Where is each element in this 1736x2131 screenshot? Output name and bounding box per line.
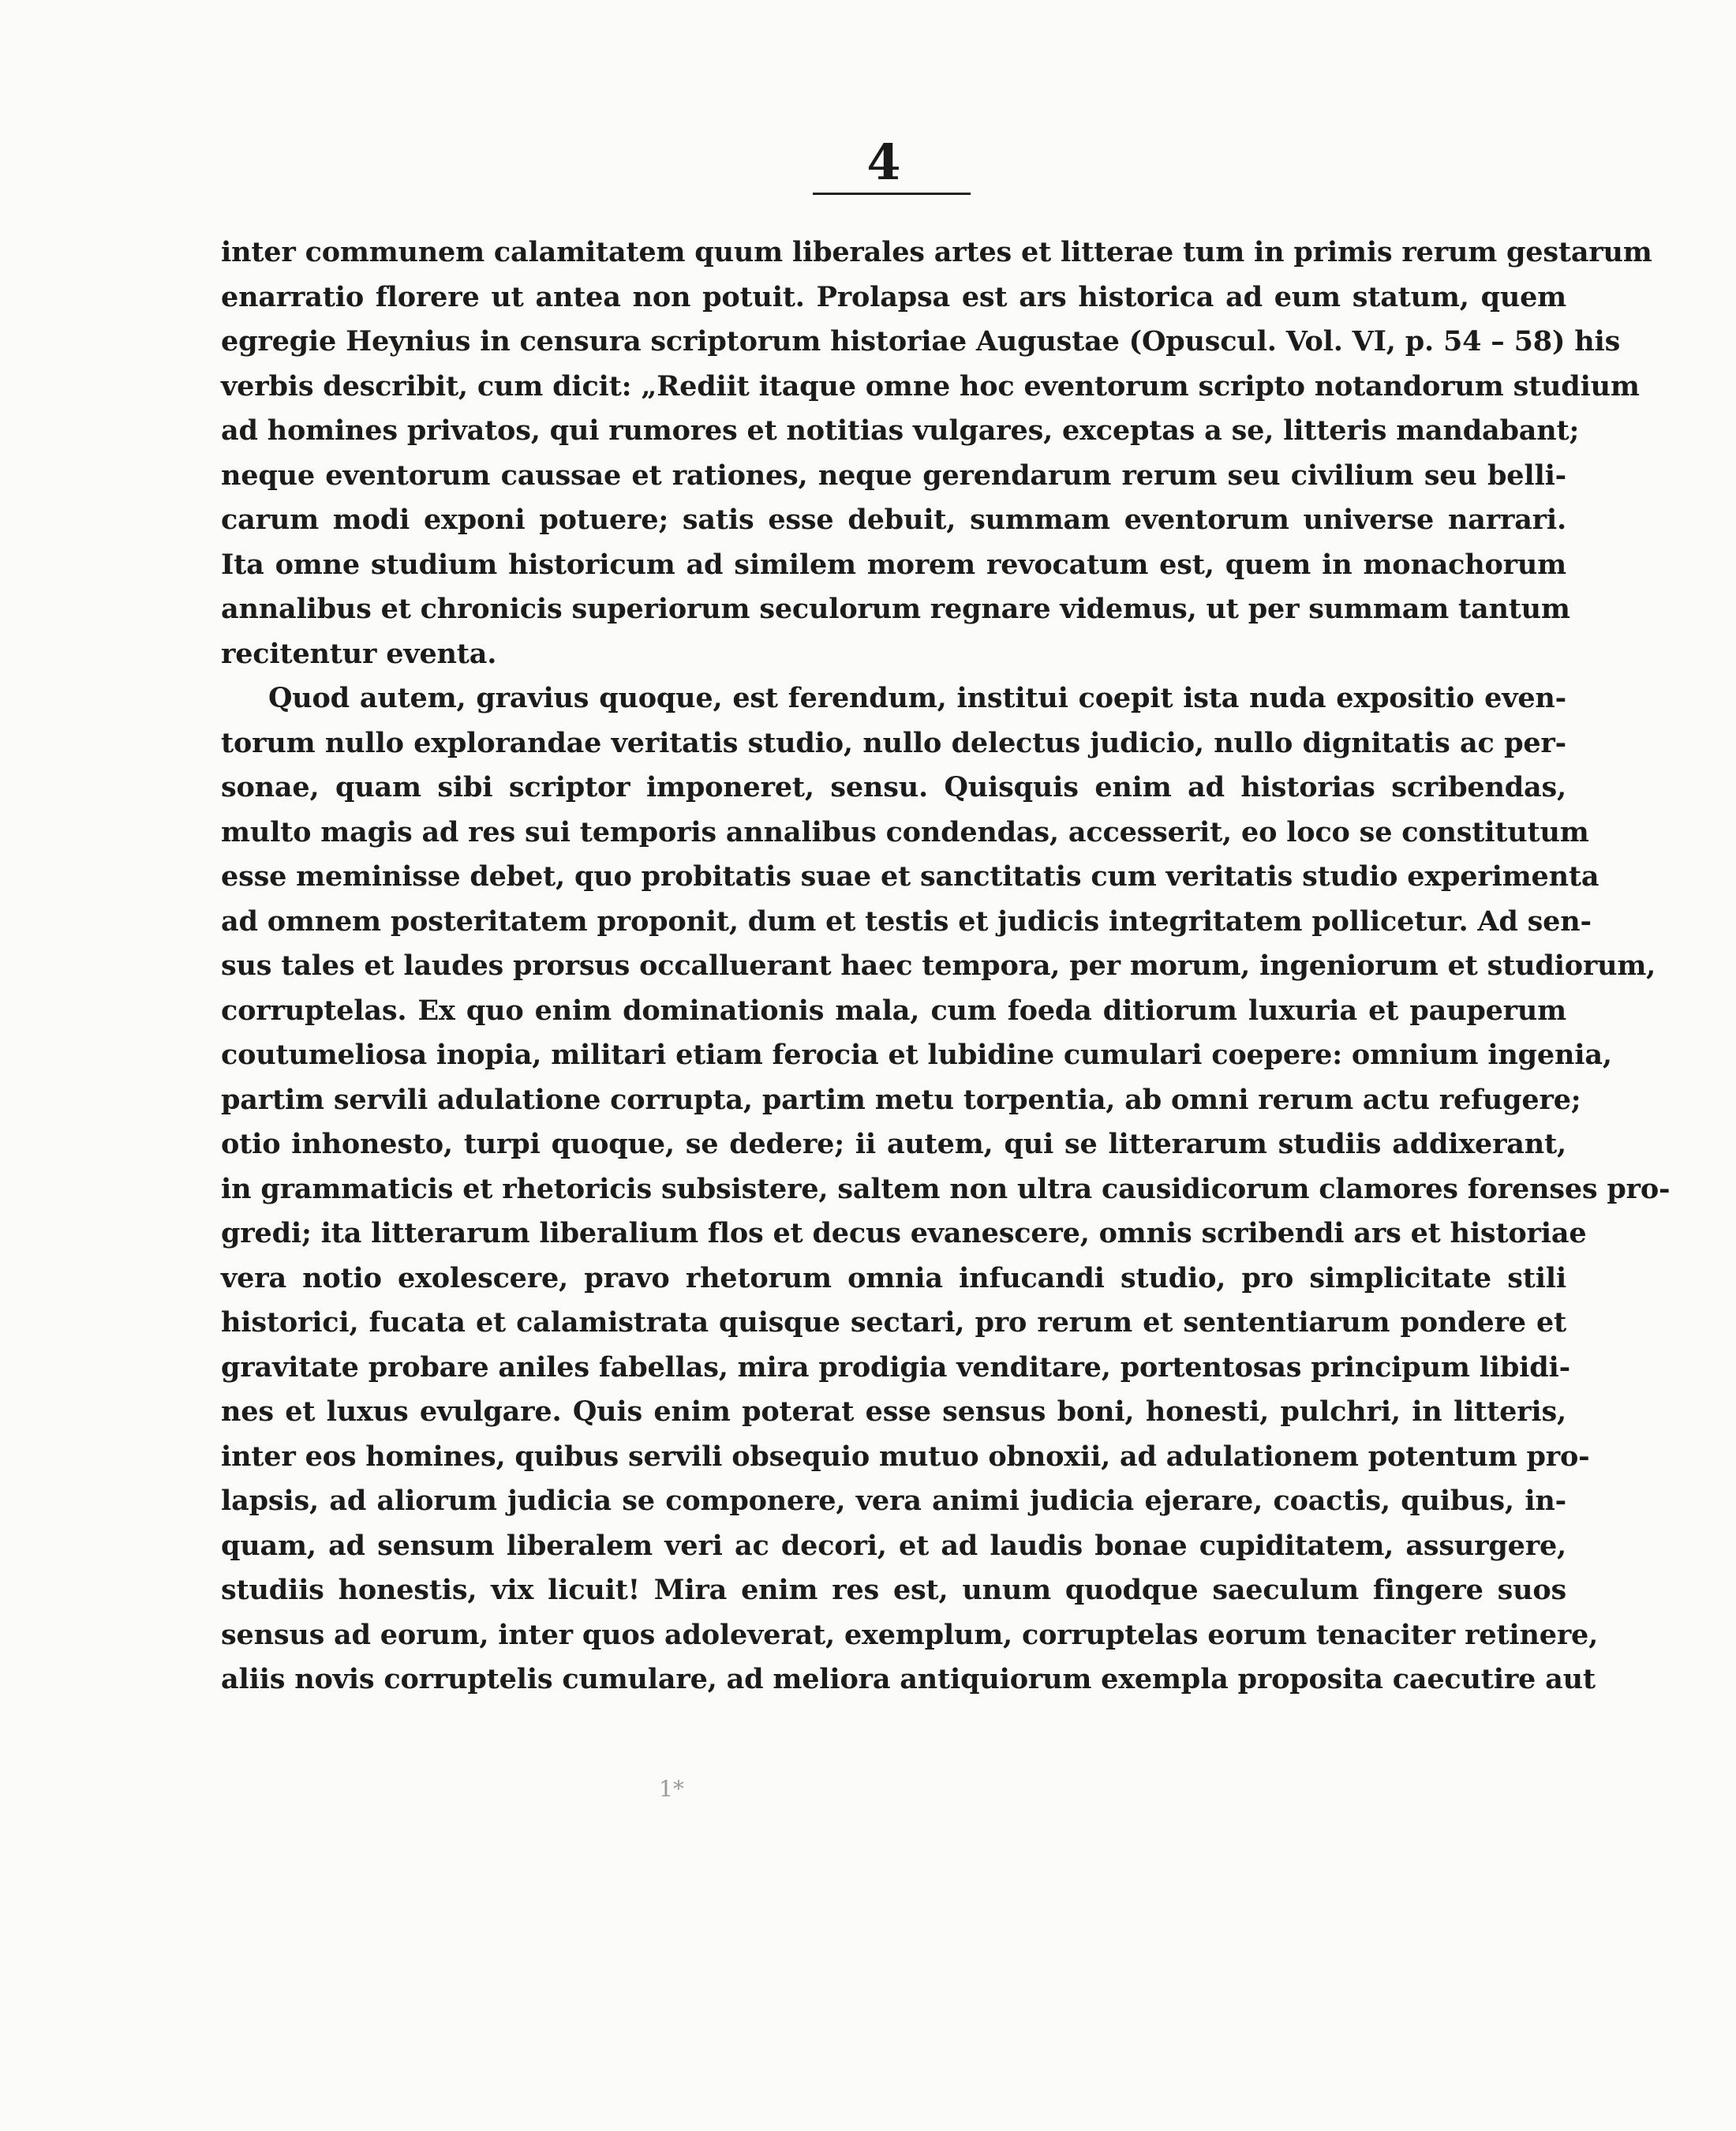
text-line: ad omnem posteritatem proponit, dum et testis et judicis integritatem pollicetur. Ad sen-: [221, 904, 1592, 938]
text-line: enarratio florere ut antea non potuit. Prolapsa est ars historica ad eum statum, quem: [221, 280, 1566, 313]
text-line: sensus ad eorum, inter quos adoleverat, exemplum, corruptelas eorum tenaciter retinere,: [221, 1618, 1599, 1651]
text-line: sonae, quam sibi scriptor imponeret, sensu. Quisquis enim ad historias scribendas,: [221, 771, 1566, 803]
text-line: gravitate probare aniles fabellas, mira prodigia venditare, portentosas principum libidi-: [221, 1350, 1570, 1384]
text-line: annalibus et chronicis superiorum seculorum regnare videmus, ut per summam tantum: [221, 593, 1570, 625]
text-line: inter communem calamitatem quum liberales artes et litterae tum in primis rerum gestarum: [221, 236, 1652, 268]
body-text: [221, 230, 1671, 1702]
text-line: Quod autem, gravius quoque, est ferendum, institui coepit ista nuda expositio even-: [268, 682, 1566, 714]
page-number: 4: [866, 133, 901, 191]
text-line: studiis honestis, vix licuit! Mira enim res est, unum quodque saeculum fingere suos: [221, 1574, 1566, 1606]
text-line: multo magis ad res sui temporis annalibus condendas, accesserit, eo loco se constitutum: [221, 815, 1589, 848]
text-line: esse meminisse debet, quo probitatis suae et sanctitatis cum veritatis studio experimenta: [221, 860, 1599, 893]
page-number-rule: [813, 193, 971, 195]
text-line: egregie Heynius in censura scriptorum historiae Augustae (Opuscul. Vol. VI, p. 54 – 58) his: [221, 325, 1621, 358]
text-line: ad homines privatos, qui rumores et notitias vulgares, exceptas a se, litteris mandabant;: [221, 414, 1580, 447]
text-line: quam, ad sensum liberalem veri ac decori, et ad laudis bonae cupiditatem, assurgere,: [221, 1529, 1566, 1562]
text-line: otio inhonesto, turpi quoque, se dedere; ii autem, qui se litterarum studiis addixerant,: [221, 1128, 1566, 1160]
text-line: sus tales et laudes prorsus occalluerant haec tempora, per morum, ingeniorum et studiorum,: [221, 949, 1656, 982]
text-line: torum nullo explorandae veritatis studio, nullo delectus judicio, nullo dignitatis ac per-: [221, 726, 1566, 759]
text-line: recitentur eventa.: [221, 637, 497, 670]
text-line: verbis describit, cum dicit: „Rediit itaque omne hoc eventorum scripto notandorum studium: [221, 369, 1640, 403]
text-line: inter eos homines, quibus servili obsequio mutuo obnoxii, ad adulationem potentum pro-: [221, 1440, 1590, 1473]
signature-mark: 1*: [659, 1776, 684, 1802]
text-line: partim servili adulatione corrupta, partim metu torpentia, ab omni rerum actu refugere;: [221, 1083, 1581, 1116]
text-line: in grammaticis et rhetoricis subsistere, saltem non ultra causidicorum clamores forenses pro-: [221, 1172, 1671, 1205]
text-line: carum modi exponi potuere; satis esse debuit, summam eventorum universe narrari.: [221, 504, 1566, 536]
text-line: lapsis, ad aliorum judicia se componere, vera animi judicia ejerare, coactis, quibus, in-: [221, 1485, 1566, 1517]
text-line: gredi; ita litterarum liberalium flos et decus evanescere, omnis scribendi ars et historiae: [221, 1217, 1587, 1249]
text-line: neque eventorum caussae et rationes, neque gerendarum rerum seu civilium seu belli-: [221, 459, 1566, 492]
text-line: aliis novis corruptelis cumulare, ad meliora antiquiorum exempla proposita caecutire aut: [221, 1663, 1596, 1695]
text-line: historici, fucata et calamistrata quisque sectari, pro rerum et sententiarum pondere et: [221, 1306, 1566, 1339]
text-line: coutumeliosa inopia, militari etiam ferocia et lubidine cumulari coepere: omnium ingenia,: [221, 1039, 1612, 1071]
text-line: nes et luxus evulgare. Quis enim poterat esse sensus boni, honesti, pulchri, in litteris,: [221, 1395, 1566, 1428]
text-line: corruptelas. Ex quo enim dominationis mala, cum foeda ditiorum luxuria et pauperum: [221, 994, 1566, 1027]
text-line: vera notio exolescere, pravo rhetorum omnia infucandi studio, pro simplicitate stili: [221, 1261, 1566, 1294]
text-line: Ita omne studium historicum ad similem morem revocatum est, quem in monachorum: [221, 548, 1566, 581]
